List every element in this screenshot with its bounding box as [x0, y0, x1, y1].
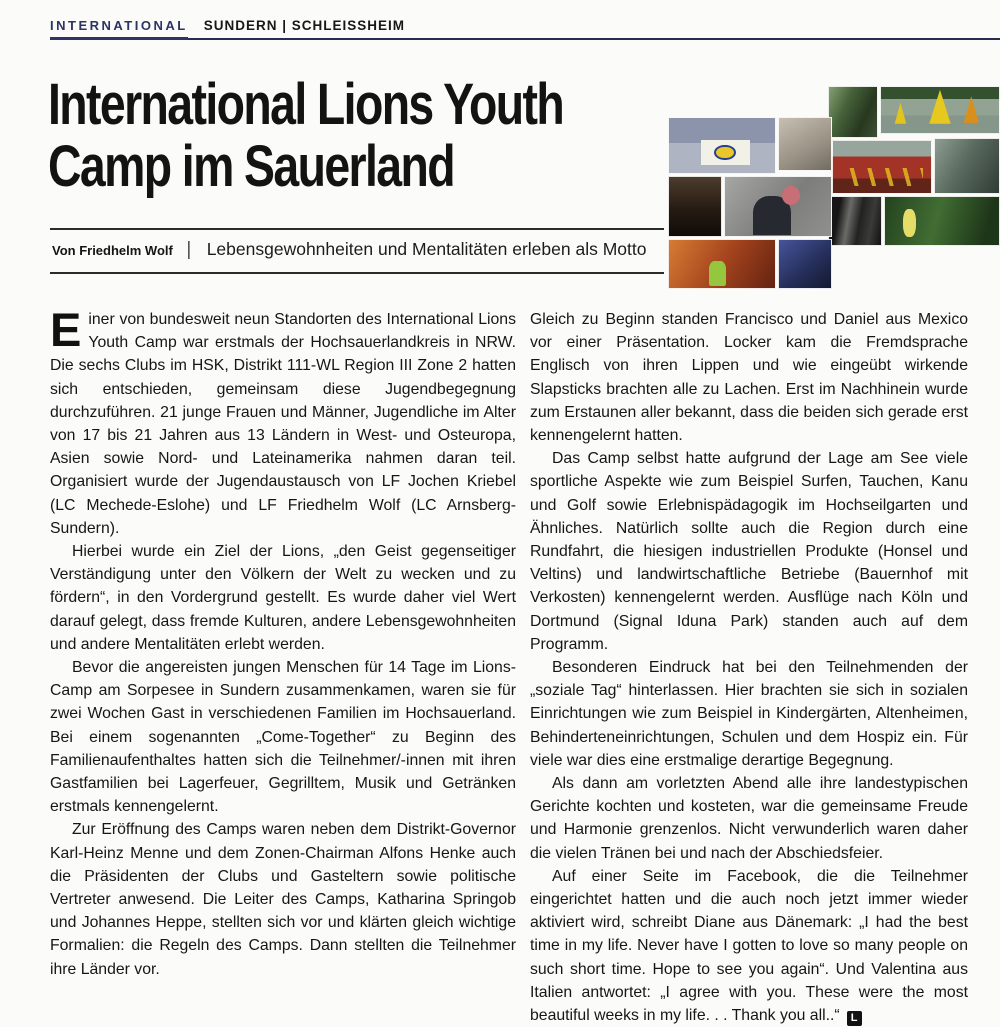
body-paragraph: Gleich zu Beginn standen Francisco und Daniel aus Mexico vor einer Präsentation. Locker kam die Fremdsprache Englisch von ihren Lippen und wie eingeübt wirkende Slapsticks brachten alle zu Lachen. Erst im Nachhinein wurde zum Erstaunen aller bekannt, dass die beiden sich gerade erst kennengelernt hatten. — [530, 311, 968, 445]
byline-motto: Lebensgewohnheiten und Mentalitäten erleben als Motto — [206, 239, 647, 259]
photo-red-canoe — [832, 140, 932, 194]
body-paragraph: Hierbei wurde ein Ziel der Lions, „den Geist gegenseitiger Verständigung unter den Völkern der Welt zu wecken und zu fördern“, in den Vordergrund gestellt. Es wurde daher viel Wert darauf gelegt, dass fremde Kulturen, andere Lebensgewohnheiten und andere Mentalitäten erlebt werden. — [50, 543, 516, 653]
photo-group-with-lions-flag — [668, 117, 776, 174]
section-header — [50, 18, 1000, 40]
body-paragraph: Bevor die angereisten jungen Menschen für 14 Tage im Lions-Camp am Sorpesee in Sundern zusammenkamen, waren sie für zwei Wochen Gast in verschiedenen Familien im Hochsauerland. Bei einem sogenannten „Come-Together“ zu Beginn des Familienaufenthaltes hatten sich die Teilnehmer/-innen mit ihren Gastfamilien bei Lagerfeuer, Gegrilltem, Musik und Getränken erstmals kennengelernt. — [50, 659, 516, 816]
places-label: SUNDERN | SCHLEISSHEIM — [203, 18, 405, 33]
sail-icon — [893, 103, 908, 124]
article-body — [50, 303, 968, 1027]
body-paragraph: Das Camp selbst hatte aufgrund der Lage am See viele sportliche Aspekte wie zum Beispiel Surfen, Tauchen, Kanu und Golf sowie Erlebnispädagogik im Hochseilgarten und Ähnliches. Natürlich sollte auch die Region durch eine Rundfahrt, die hiesigen industriellen Produkte (Honsel und Veltins) und landwirtschaftliche Betriebe (Bauernhof mit Verkosten) kennengelernt werden. Ausflüge nach Köln und Dortmund (Signal Iduna Park) standen auch auf dem Programm. — [530, 450, 968, 653]
column-left — [50, 303, 516, 1027]
drop-cap: E — [50, 303, 82, 356]
paddles-icon — [841, 168, 923, 186]
photo-forest-walk — [828, 86, 878, 138]
lions-emblem-icon — [714, 145, 735, 161]
green-dress-figure — [709, 261, 726, 286]
section-label: INTERNATIONAL — [50, 18, 188, 40]
byline-author: Von Friedhelm Wolf — [52, 243, 173, 258]
byline-separator: | — [186, 239, 192, 260]
photo-church-interior — [668, 176, 722, 237]
photo-evening-party — [668, 239, 776, 289]
photo-two-girls-hugging — [724, 176, 832, 237]
byline-bar — [50, 228, 664, 274]
photo-windsurfing — [880, 86, 1000, 134]
archer-figure — [903, 209, 916, 237]
pink-headscarf-figure — [782, 186, 800, 205]
photo-archery — [884, 196, 1000, 246]
sail-icon — [961, 96, 981, 123]
body-paragraph: Zur Eröffnung des Camps waren neben dem Distrikt-Governor Karl-Heinz Menne und dem Zonen-Chairman Alfons Henke auch die Präsidenten der Clubs und Gasteltern sowie politische Vertreter anwesend. Die Leiter des Camps, Katharina Springob und Johannes Heppe, stellten sich vor und klärten gleich wichtige Formalien: die Regeln des Camps. Dann stellten die Teilnehmer ihre Länder vor. — [50, 821, 516, 978]
body-paragraph — [50, 303, 516, 540]
photo-kayakers — [934, 138, 1000, 194]
paragraph-text: iner von bundesweit neun Standorten des International Lions Youth Camp war erstmals der Hochsauerlandkreis in NRW. Die sechs Clubs im HSK, Distrikt 111-WL Region III Zone 2 hatten sich entschieden, gemeinsam diese Jugendbegegnung durchzuführen. 21 junge Frauen und Männer, Jugendliche im Alter von 17 bis 21 Jahren aus 13 Ländern in West- und Osteuropa, Asien sowie Nord- und Lateinamerika nahmen daran teil. Organisiert wurde der Jugendaustausch von LF Jochen Kriebel (LC Mechede-Eslohe) und LF Friedhelm Wolf (LC Arnsberg-Sundern). — [50, 311, 516, 537]
lions-end-mark-icon: L — [847, 1011, 862, 1026]
photo-blue-jackets-group — [778, 239, 832, 289]
body-paragraph — [530, 865, 968, 1027]
body-paragraph: Besonderen Eindruck hat bei den Teilnehmenden der „soziale Tag“ hinterlassen. Hier brachten sie sich in sozialen Einrichtungen wie zum Beispiel in Kindergärten, Altenheimen, Behinderteneinrichtungen, Schulen und dem Hospiz ein. Für viele war dies eine erstmalige derartige Begegnung. — [530, 659, 968, 769]
lions-flag-icon — [701, 140, 750, 165]
photo-collage — [660, 84, 1000, 292]
headline-line-1: International Lions Youth — [48, 72, 564, 137]
paragraph-text: Auf einer Seite im Facebook, die die Teilnehmer eingerichtet hatten und die auch noch jetzt immer wieder aktiviert wird, schreibt Diane aus Dänemark: „I had the best time in my life. Never have I gotten to love so many people on such short time. Hope to see you again“. Und Valentina aus Italien antwortet: „I agree with you. These were the most beautiful weeks in my life. . . Thank you all..“ — [530, 867, 968, 1025]
headline-line-2: Camp im Sauerland — [48, 134, 454, 199]
article-headline — [48, 74, 692, 198]
photo-building-wall — [778, 117, 832, 171]
column-right — [530, 308, 968, 1027]
photo-ropes-course — [828, 196, 882, 246]
sail-icon — [926, 90, 954, 124]
body-paragraph: Als dann am vorletzten Abend alle ihre landestypischen Gerichte kochten und kosteten, war die gemeinsame Freude und Harmonie grenzenlos. Nicht verwunderlich waren daher die vielen Tränen bei und nach der Abschiedsfeier. — [530, 775, 968, 862]
